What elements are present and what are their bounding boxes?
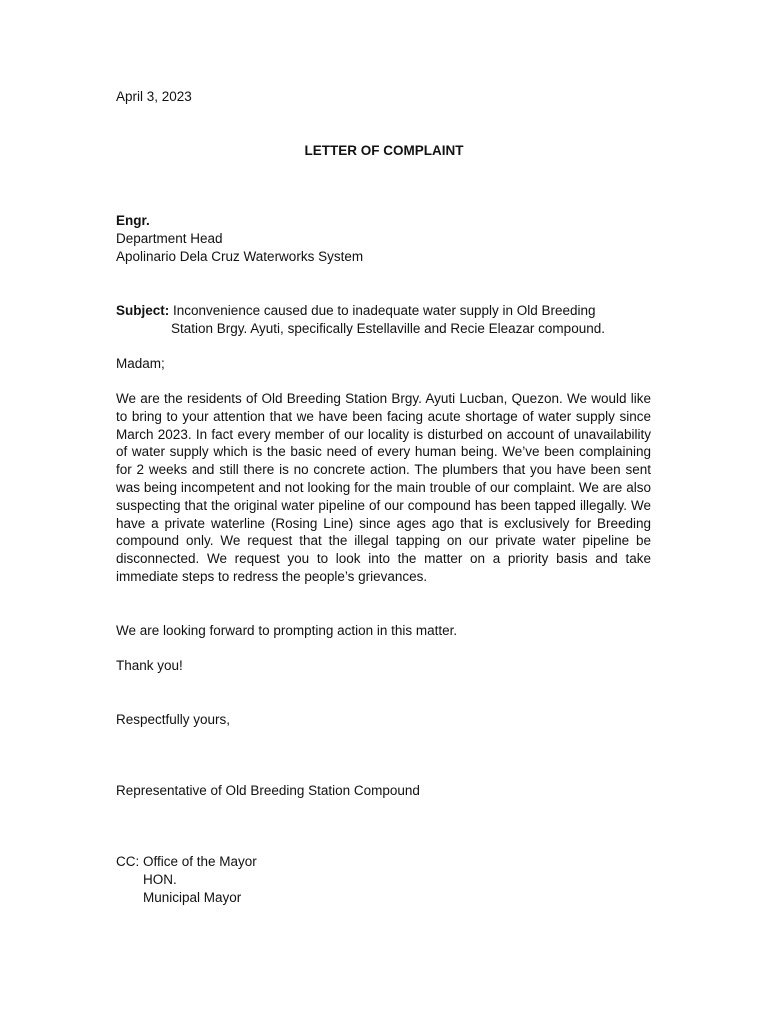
subject-text-line2: Station Brgy. Ayuti, specifically Estellaville and Recie Eleazar compound. bbox=[171, 321, 605, 336]
recipient-honorific: Engr. bbox=[116, 213, 150, 228]
recipient-organization: Apolinario Dela Cruz Waterworks System bbox=[116, 249, 364, 264]
cc-line-3: Municipal Mayor bbox=[143, 890, 242, 905]
letter-date: April 3, 2023 bbox=[116, 89, 192, 104]
recipient-position: Department Head bbox=[116, 231, 223, 246]
letter-title: LETTER OF COMPLAINT bbox=[304, 143, 464, 158]
cc-label: CC: bbox=[116, 854, 140, 869]
thanks-line: Thank you! bbox=[116, 658, 183, 673]
cc-line-1: Office of the Mayor bbox=[143, 854, 257, 869]
subject-text-line1: Inconvenience caused due to inadequate water supply in Old Breeding bbox=[169, 303, 596, 318]
closing-line: Respectfully yours, bbox=[116, 712, 231, 727]
closing-request: We are looking forward to prompting action in this matter. bbox=[116, 623, 458, 638]
body-paragraph: We are the residents of Old Breeding Station Brgy. Ayuti Lucban, Quezon. We would like to bring to your attention that we have been facing acute shortage of water supply since March 2023. In fact every member of our locality is disturbed on account of unavailability of water supply which is the basic need of every human being. We’ve been complaining for 2 weeks and still there is no concrete action. The plumbers that you have been sent was being incompetent and not looking for the main trouble of our complaint. We are also suspecting that the original water pipeline of our compound has been tapped illegally. We have a private waterline (Rosing Line) since ages ago that is exclusively for Breeding compound only. We request that the illegal tapping on our private water pipeline be disconnected. We request you to look into the matter on a priority basis and take immediate steps to redress the people’s grievances. bbox=[116, 391, 651, 584]
subject-line bbox=[116, 302, 596, 320]
salutation: Madam; bbox=[116, 356, 165, 371]
cc-line-2: HON. bbox=[143, 872, 177, 887]
subject-label: Subject: bbox=[116, 303, 170, 318]
signatory: Representative of Old Breeding Station Compound bbox=[116, 783, 420, 798]
